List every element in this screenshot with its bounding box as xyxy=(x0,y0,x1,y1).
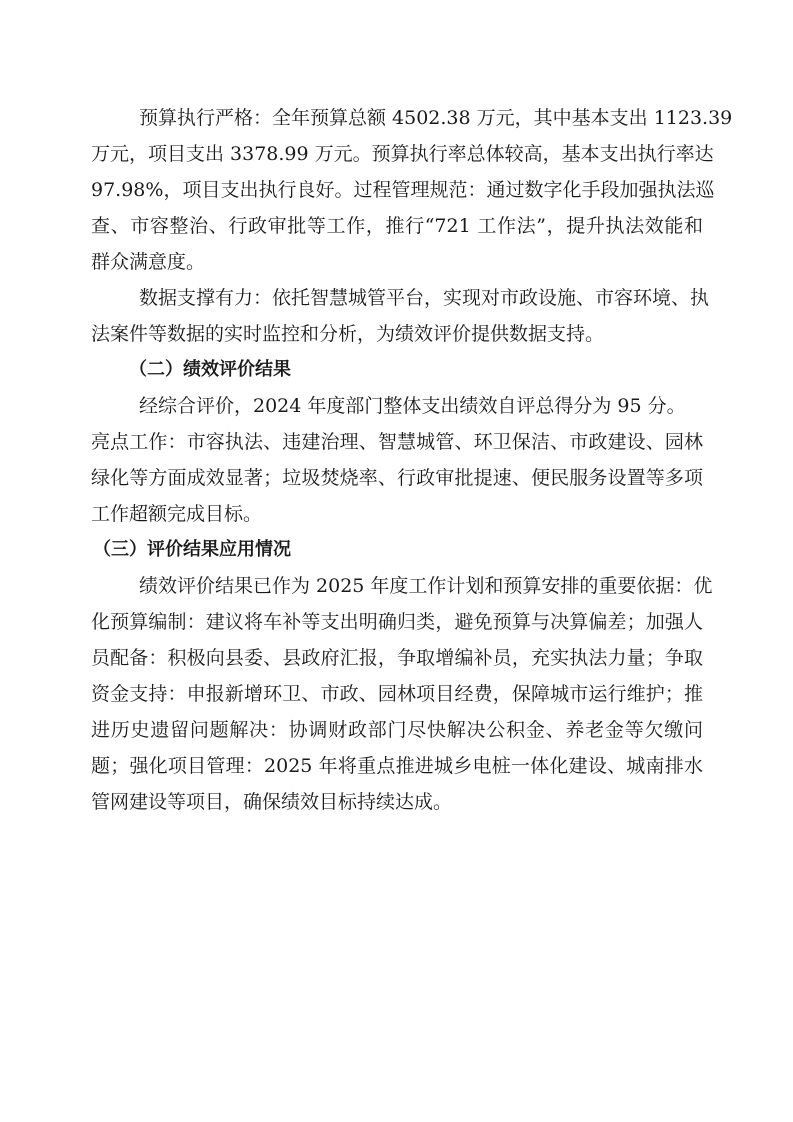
paragraph-line: 预算执行严格：全年预算总额 4502.38 万元，其中基本支出 1123.39 xyxy=(139,107,733,129)
paragraph-line: 群众满意度。 xyxy=(91,251,206,273)
paragraph-line: 管网建设等项目，确保绩效目标持续达成。 xyxy=(91,791,453,813)
paragraph-line: 进历史遗留问题解决：协调财政部门尽快解决公积金、养老金等欠缴问 xyxy=(91,719,703,741)
paragraph-line: 员配备：积极向县委、县政府汇报，争取增编补员，充实执法力量；争取 xyxy=(91,647,703,669)
paragraph-line: 化预算编制：建议将车补等支出明确归类，避免预算与决算偏差；加强人 xyxy=(91,611,703,633)
paragraph-line: 经综合评价，2024 年度部门整体支出绩效自评总得分为 95 分。 xyxy=(139,395,686,417)
section-heading: （二）绩效评价结果 xyxy=(129,359,291,380)
paragraph-line: 绩效评价结果已作为 2025 年度工作计划和预算安排的重要依据：优 xyxy=(139,575,713,597)
paragraph-line: 查、市容整治、行政审批等工作，推行“721 工作法”，提升执法效能和 xyxy=(91,215,703,237)
paragraph-line: 亮点工作：市容执法、违建治理、智慧城管、环卫保洁、市政建设、园林 xyxy=(91,431,703,453)
paragraph-line: 数据支撑有力：依托智慧城管平台，实现对市政设施、市容环境、执 xyxy=(139,287,710,309)
paragraph-line: 资金支持：申报新增环卫、市政、园林项目经费，保障城市运行维护；推 xyxy=(91,683,703,705)
paragraph-line: 97.98%，项目支出执行良好。过程管理规范：通过数字化手段加强执法巡 xyxy=(91,179,715,201)
paragraph-line: 法案件等数据的实时监控和分析，为绩效评价提供数据支持。 xyxy=(91,323,605,345)
paragraph-line: 绿化等方面成效显著；垃圾焚烧率、行政审批提速、便民服务设置等多项 xyxy=(91,467,703,489)
paragraph-line: 万元，项目支出 3378.99 万元。预算执行率总体较高，基本支出执行率达 xyxy=(91,143,714,165)
paragraph-line: 题；强化项目管理：2025 年将重点推进城乡电桩一体化建设、城南排水 xyxy=(91,755,703,777)
section-heading: （三）评价结果应用情况 xyxy=(93,539,291,560)
paragraph-line: 工作超额完成目标。 xyxy=(91,503,263,525)
